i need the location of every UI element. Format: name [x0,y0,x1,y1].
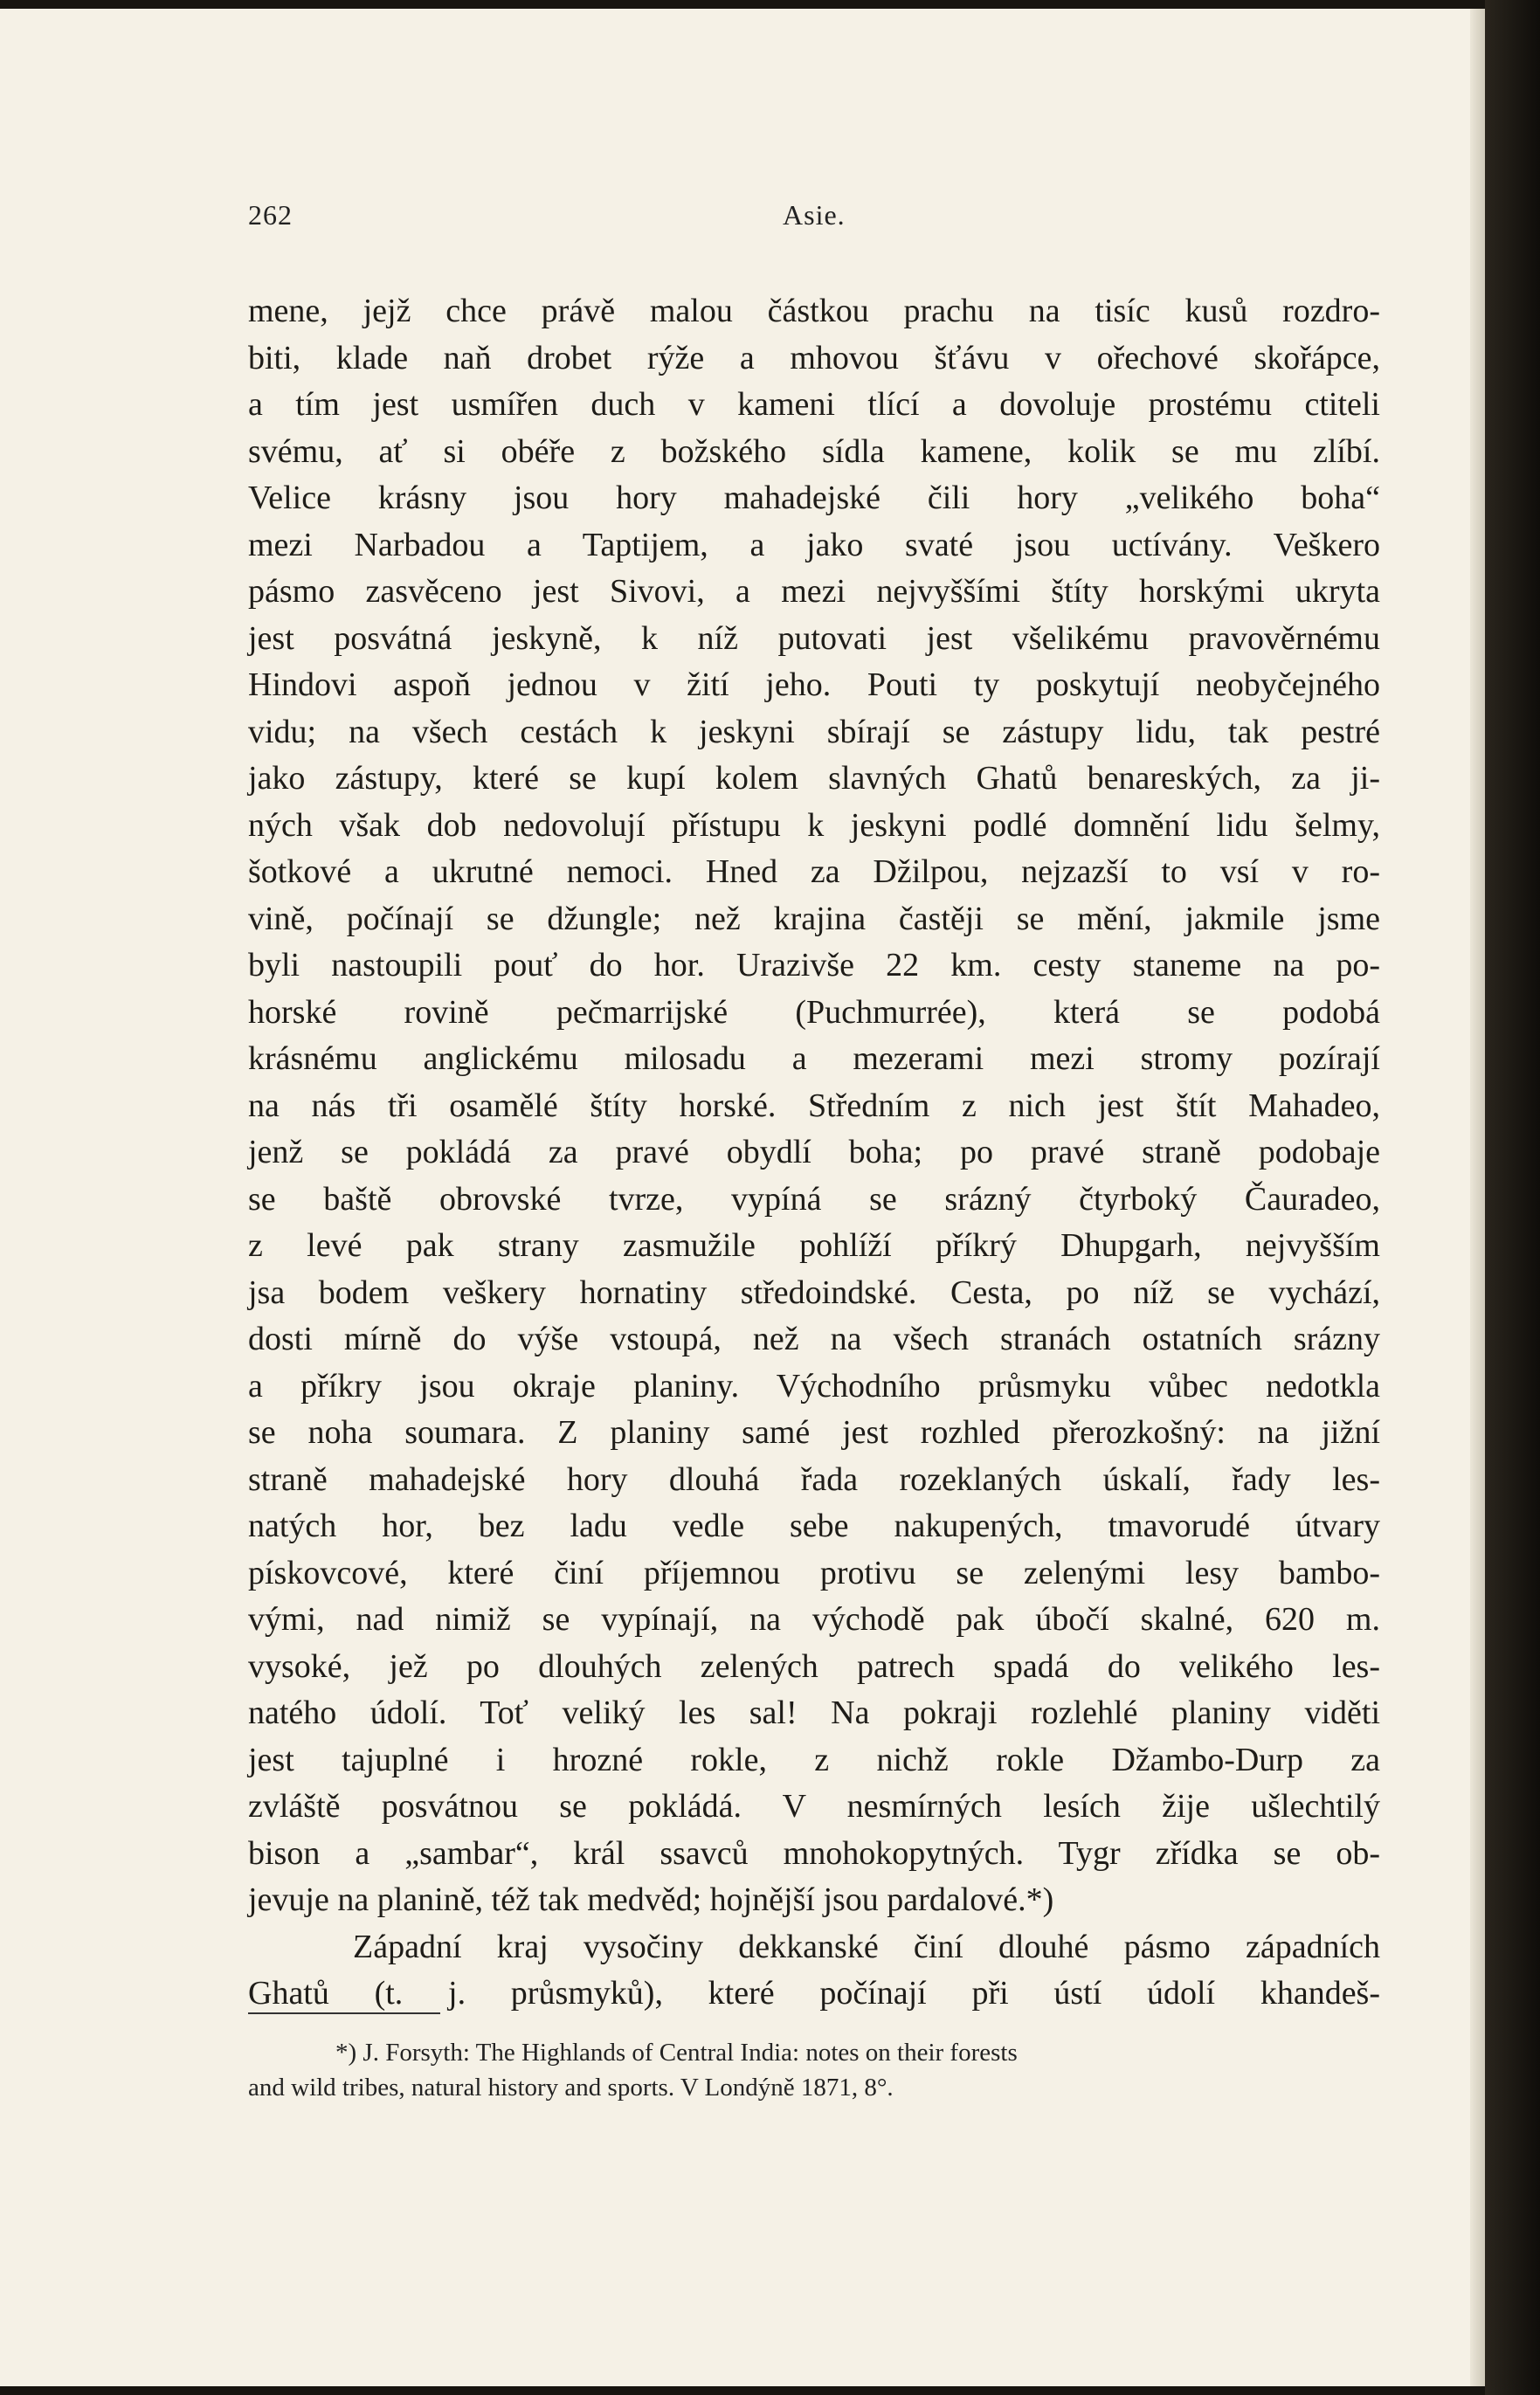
text-line: vině, počínají se džungle; než krajina častěji se mění, jakmile jsme [248,900,1380,937]
text-line: Hindovi aspoň jednou v žití jeho. Pouti ty poskytují neobyčejného [248,666,1380,703]
text-line: a tím jest usmířen duch v kameni tlící a dovoluje prostému ctiteli [248,386,1380,423]
book-spine [1485,0,1540,2395]
text-line: vidu; na všech cestách k jeskyni sbírají se zástupy lidu, tak pestré [248,713,1380,750]
text-line: jest posvátná jeskyně, k níž putovati jest všelikému pravověrnému [248,619,1380,657]
text-line: pásmo zasvěceno jest Sivovi, a mezi nejvyššími štíty horskými ukryta [248,573,1380,610]
footnote-line: and wild tribes, natural history and sports. V Londýně 1871, 8°. [248,2074,894,2102]
text-line: dosti mírně do výše vstoupá, než na všech stranách ostatních srázny [248,1321,1380,1357]
text-line: zvláště posvátnou se pokládá. V nesmírných lesích žije ušlechtilý [248,1788,1380,1825]
text-line: horské rovině pečmarrijské (Puchmurrée), která se podobá [248,993,1380,1031]
footnote-line: *) J. Forsyth: The Highlands of Central India: notes on their forests [335,2039,1018,2067]
footnote-divider [248,2012,440,2014]
body-text [248,288,1380,2018]
text-line: bison a „sambar“, král ssavců mnohokopytných. Tygr zřídka se ob- [248,1834,1380,1872]
page-header [248,199,1380,234]
text-line: Velice krásny jsou hory mahadejské čili hory „velikého boha“ [248,480,1380,516]
text-line: pískovcové, které činí příjemnou protivu se zelenými lesy bambo- [248,1554,1380,1591]
footnote [248,2035,1380,2105]
text-line: natých hor, bez ladu vedle sebe nakupených, tmavorudé útvary [248,1508,1380,1544]
text-line: svému, ať si obéře z božského sídla kamene, kolik se mu zlíbí. [248,432,1380,470]
text-line: na nás tři osamělé štíty horské. Středním z nich jest štít Mahadeo, [248,1087,1380,1124]
text-line: straně mahadejské hory dlouhá řada rozeklaných úskalí, řady les- [248,1460,1380,1498]
text-line: vysoké, jež po dlouhých zelených patrech spadá do velikého les- [248,1647,1380,1685]
running-title: Asie. [783,199,846,231]
text-line: se noha soumara. Z planiny samé jest rozhled přerozkošný: na jižní [248,1414,1380,1451]
text-line: šotkové a ukrutné nemoci. Hned za Džilpou, nejzazší to vsí v ro- [248,853,1380,890]
text-line: se baště obrovské tvrze, vypíná se srázný čtyrboký Čauradeo, [248,1180,1380,1218]
text-line: biti, klade naň drobet rýže a mhovou šťávu v ořechové skořápce, [248,339,1380,376]
text-line: natého údolí. Toť veliký les sal! Na pokraji rozlehlé planiny viděti [248,1694,1380,1731]
text-line: krásnému anglickému milosadu a mezerami mezi stromy pozírají [248,1040,1380,1077]
text-line: mene, jejž chce právě malou částkou prachu na tisíc kusů rozdro- [248,293,1380,329]
text-line: mezi Narbadou a Taptijem, a jako svaté jsou uctívány. Veškero [248,526,1380,563]
page-number: 262 [248,199,293,231]
text-line: a příkry jsou okraje planiny. Východního průsmyku vůbec nedotkla [248,1367,1380,1405]
text-line: jenž se pokládá za pravé obydlí boha; po pravé straně podobaje [248,1134,1380,1170]
text-line: vými, nad nimiž se vypínají, na východě pak úbočí skalné, 620 m. [248,1601,1380,1638]
text-line: Západní kraj vysočiny dekkanské činí dlouhé pásmo západních [353,1928,1380,1965]
text-line: jsa bodem veškery hornatiny středoindské. Cesta, po níž se vychází, [248,1273,1380,1311]
text-line: ných však dob nedovolují přístupu k jeskyni podlé domnění lidu šelmy, [248,806,1380,844]
text-line: jest tajuplné i hrozné rokle, z nichž rokle Džambo-Durp za [248,1741,1380,1778]
text-line: Ghatů (t. j. průsmyků), které počínají při ústí údolí khandeš- [248,1975,1380,2012]
text-line: z levé pak strany zasmužile pohlíží příkrý Dhupgarh, nejvyšším [248,1227,1380,1264]
text-line: jevuje na planině, též tak medvěd; hojnější jsou pardalové.*) [248,1881,1054,1918]
text-line: jako zástupy, které se kupí kolem slavných Ghatů benareských, za ji- [248,760,1380,797]
text-line: byli nastoupili pouť do hor. Urazivše 22 km. cesty staneme na po- [248,947,1380,984]
